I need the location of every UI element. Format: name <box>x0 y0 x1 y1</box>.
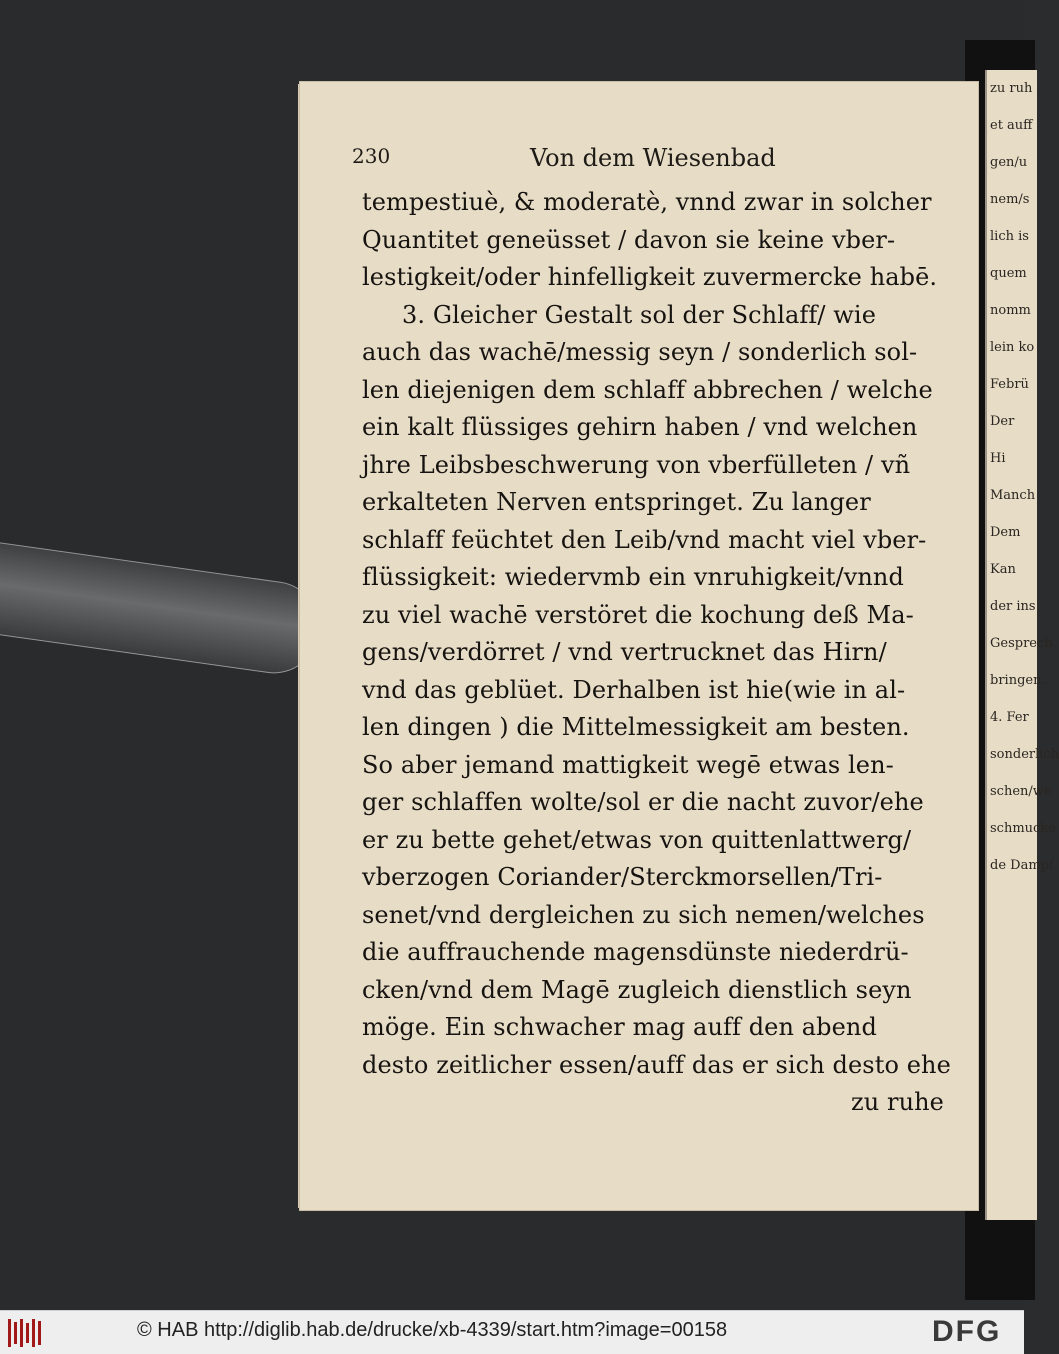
adjacent-page-fragment: de Dampf <box>990 858 1054 873</box>
text-line: gens/verdörret / vnd vertrucknet das Hirn/ <box>362 638 887 666</box>
body-text <box>362 184 952 1122</box>
running-title: Von dem Wiesenbad <box>530 144 776 172</box>
adjacent-page-fragment: lich is <box>990 229 1029 244</box>
adjacent-page <box>985 70 1059 1220</box>
text-line: flüssigkeit: wiedervmb ein vnruhigkeit/vnnd <box>362 563 904 591</box>
text-line: er zu bette gehet/etwas von quittenlattwerg/ <box>362 825 912 854</box>
hab-logo-icon <box>8 1319 42 1347</box>
adjacent-page-fragment: sonderlich <box>990 747 1059 762</box>
text-line: len dingen ) die Mittelmessigkeit am besten. <box>362 713 910 741</box>
text-line: ger schlaffen wolte/sol er die nacht zuvor/ehe <box>362 788 924 816</box>
text-line: vberzogen Coriander/Sterckmorsellen/Tri‑ <box>362 863 883 891</box>
adjacent-page-fragment: Kan <box>990 562 1016 577</box>
adjacent-page-fragment: quem <box>990 266 1027 281</box>
adjacent-page-fragment: Gesprech <box>990 636 1053 651</box>
text-line: die auffrauchende magensdünste niederdrü‑ <box>362 938 909 966</box>
copyright-link[interactable]: © HAB http://diglib.hab.de/drucke/xb-4339/start.htm?image=00158 <box>137 1319 728 1341</box>
catchword: zu ruhe <box>850 1088 944 1116</box>
text-line: tempestiuè, & moderatè, vnnd zwar in solcher <box>362 188 932 216</box>
adjacent-page-fragment: schen/we <box>990 784 1052 799</box>
adjacent-page-fragment: lein ko <box>990 340 1035 355</box>
adjacent-page-fragment: bringen. <box>990 673 1046 688</box>
text-line: möge. Ein schwacher mag auff den abend <box>362 1013 877 1041</box>
text-line: senet/vnd dergleichen zu sich nemen/welches <box>362 900 925 929</box>
running-head <box>352 144 952 184</box>
adjacent-page-fragment: gen/u <box>990 155 1028 170</box>
adjacent-page-fragment: der ins <box>990 599 1036 614</box>
text-line: cken/vnd dem Magē zugleich dienstlich seyn <box>362 975 912 1004</box>
adjacent-page-fragment: Febrü <box>990 377 1029 392</box>
adjacent-page-fragment: et auff <box>990 118 1033 133</box>
text-line: desto zeitlicher essen/auff das er sich desto ehe <box>362 1050 951 1079</box>
text-line: erkalteten Nerven entspringet. Zu langer <box>362 488 871 516</box>
page-number: 230 <box>352 144 391 168</box>
text-line: auch das wachē/messig seyn / sonderlich sol‑ <box>362 338 918 366</box>
adjacent-page-fragment: Dem <box>990 525 1021 540</box>
adjacent-page-fragment: schmucke <box>990 821 1056 836</box>
adjacent-page-fragment: nomm <box>990 303 1031 318</box>
adjacent-page-fragment: nem/s <box>990 192 1030 207</box>
text-line: jhre Leibsbeschwerung von vberfülleten / vñ <box>362 450 911 479</box>
adjacent-page-fragment: Hi <box>990 451 1006 466</box>
text-line: ein kalt flüssiges gehirn haben / vnd welchen <box>362 413 918 441</box>
text-line: Quantitet geneüsset / davon sie keine vber‑ <box>362 225 896 254</box>
text-line: So aber jemand mattigkeit wegē etwas len‑ <box>362 750 894 779</box>
text-line: lestigkeit/oder hinfelligkeit zuvermercke habē. <box>362 263 938 291</box>
text-line: 3. Gleicher Gestalt sol der Schlaff/ wie <box>402 300 877 329</box>
footer-bar <box>0 1310 1024 1354</box>
text-line: vnd das geblüet. Derhalben ist hie(wie in al‑ <box>362 675 906 704</box>
text-line: len diejenigen dem schlaff abbrechen / welche <box>362 375 933 404</box>
dfg-logo: DFG <box>932 1315 1002 1348</box>
page-holder-clip <box>0 540 325 679</box>
adjacent-page-fragment: Der <box>990 414 1015 429</box>
adjacent-page-fragment: 4. Fer <box>990 710 1029 725</box>
text-line: schlaff feüchtet den Leib/vnd macht viel vber‑ <box>362 525 927 554</box>
text-line: zu viel wachē verstöret die kochung deß Ma‑ <box>362 600 914 629</box>
adjacent-page-fragment: Manch <box>990 488 1036 503</box>
book-page <box>300 82 978 1210</box>
adjacent-page-fragment: zu ruh <box>990 81 1033 96</box>
